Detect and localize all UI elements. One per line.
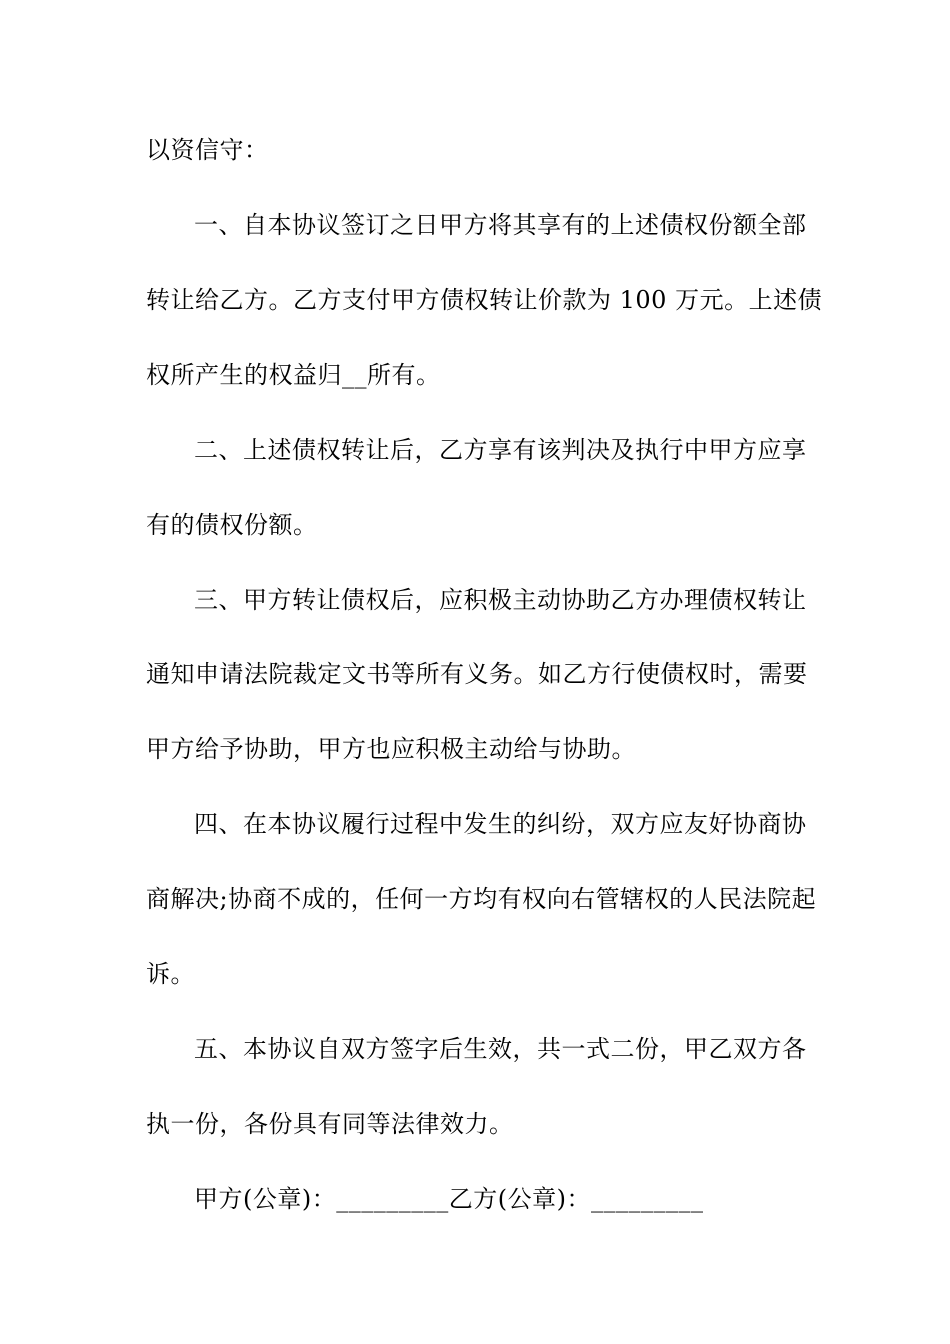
clause-5-line-2: 执一份，各份具有同等法律效力。	[146, 1110, 514, 1138]
closing-phrase: 以资信守：	[146, 136, 269, 164]
clause-3-line-3: 甲方给予协助，甲方也应积极主动给与协助。	[146, 735, 636, 763]
clause-2-line-1: 二、上述债权转让后，乙方享有该判决及执行中甲方应享	[194, 436, 807, 464]
clause-5-line-1: 五、本协议自双方签字后生效，共一式二份，甲乙双方各	[194, 1035, 807, 1063]
clause-4-line-2: 商解决;协商不成的，任何一方均有权向右管辖权的人民法院起	[146, 885, 817, 913]
clause-4-line-1: 四、在本协议履行过程中发生的纠纷，双方应友好协商协	[194, 810, 807, 838]
clause-3-line-1: 三、甲方转让债权后，应积极主动协助乙方办理债权转让	[194, 586, 807, 614]
clause-2-line-2: 有的债权份额。	[146, 511, 318, 539]
clause-1-line-1: 一、自本协议签订之日甲方将其享有的上述债权份额全部	[194, 211, 807, 239]
clause-1-line-3: 权所产生的权益归__所有。	[146, 361, 441, 389]
signature-line: 甲方(公章)：_________乙方(公章)：_________	[194, 1185, 704, 1213]
clause-1-line-2: 转让给乙方。乙方支付甲方债权转让价款为 100 万元。上述债	[146, 286, 823, 314]
clause-3-line-2: 通知申请法院裁定文书等所有义务。如乙方行使债权时，需要	[146, 660, 808, 688]
clause-4-line-3: 诉。	[146, 960, 195, 988]
